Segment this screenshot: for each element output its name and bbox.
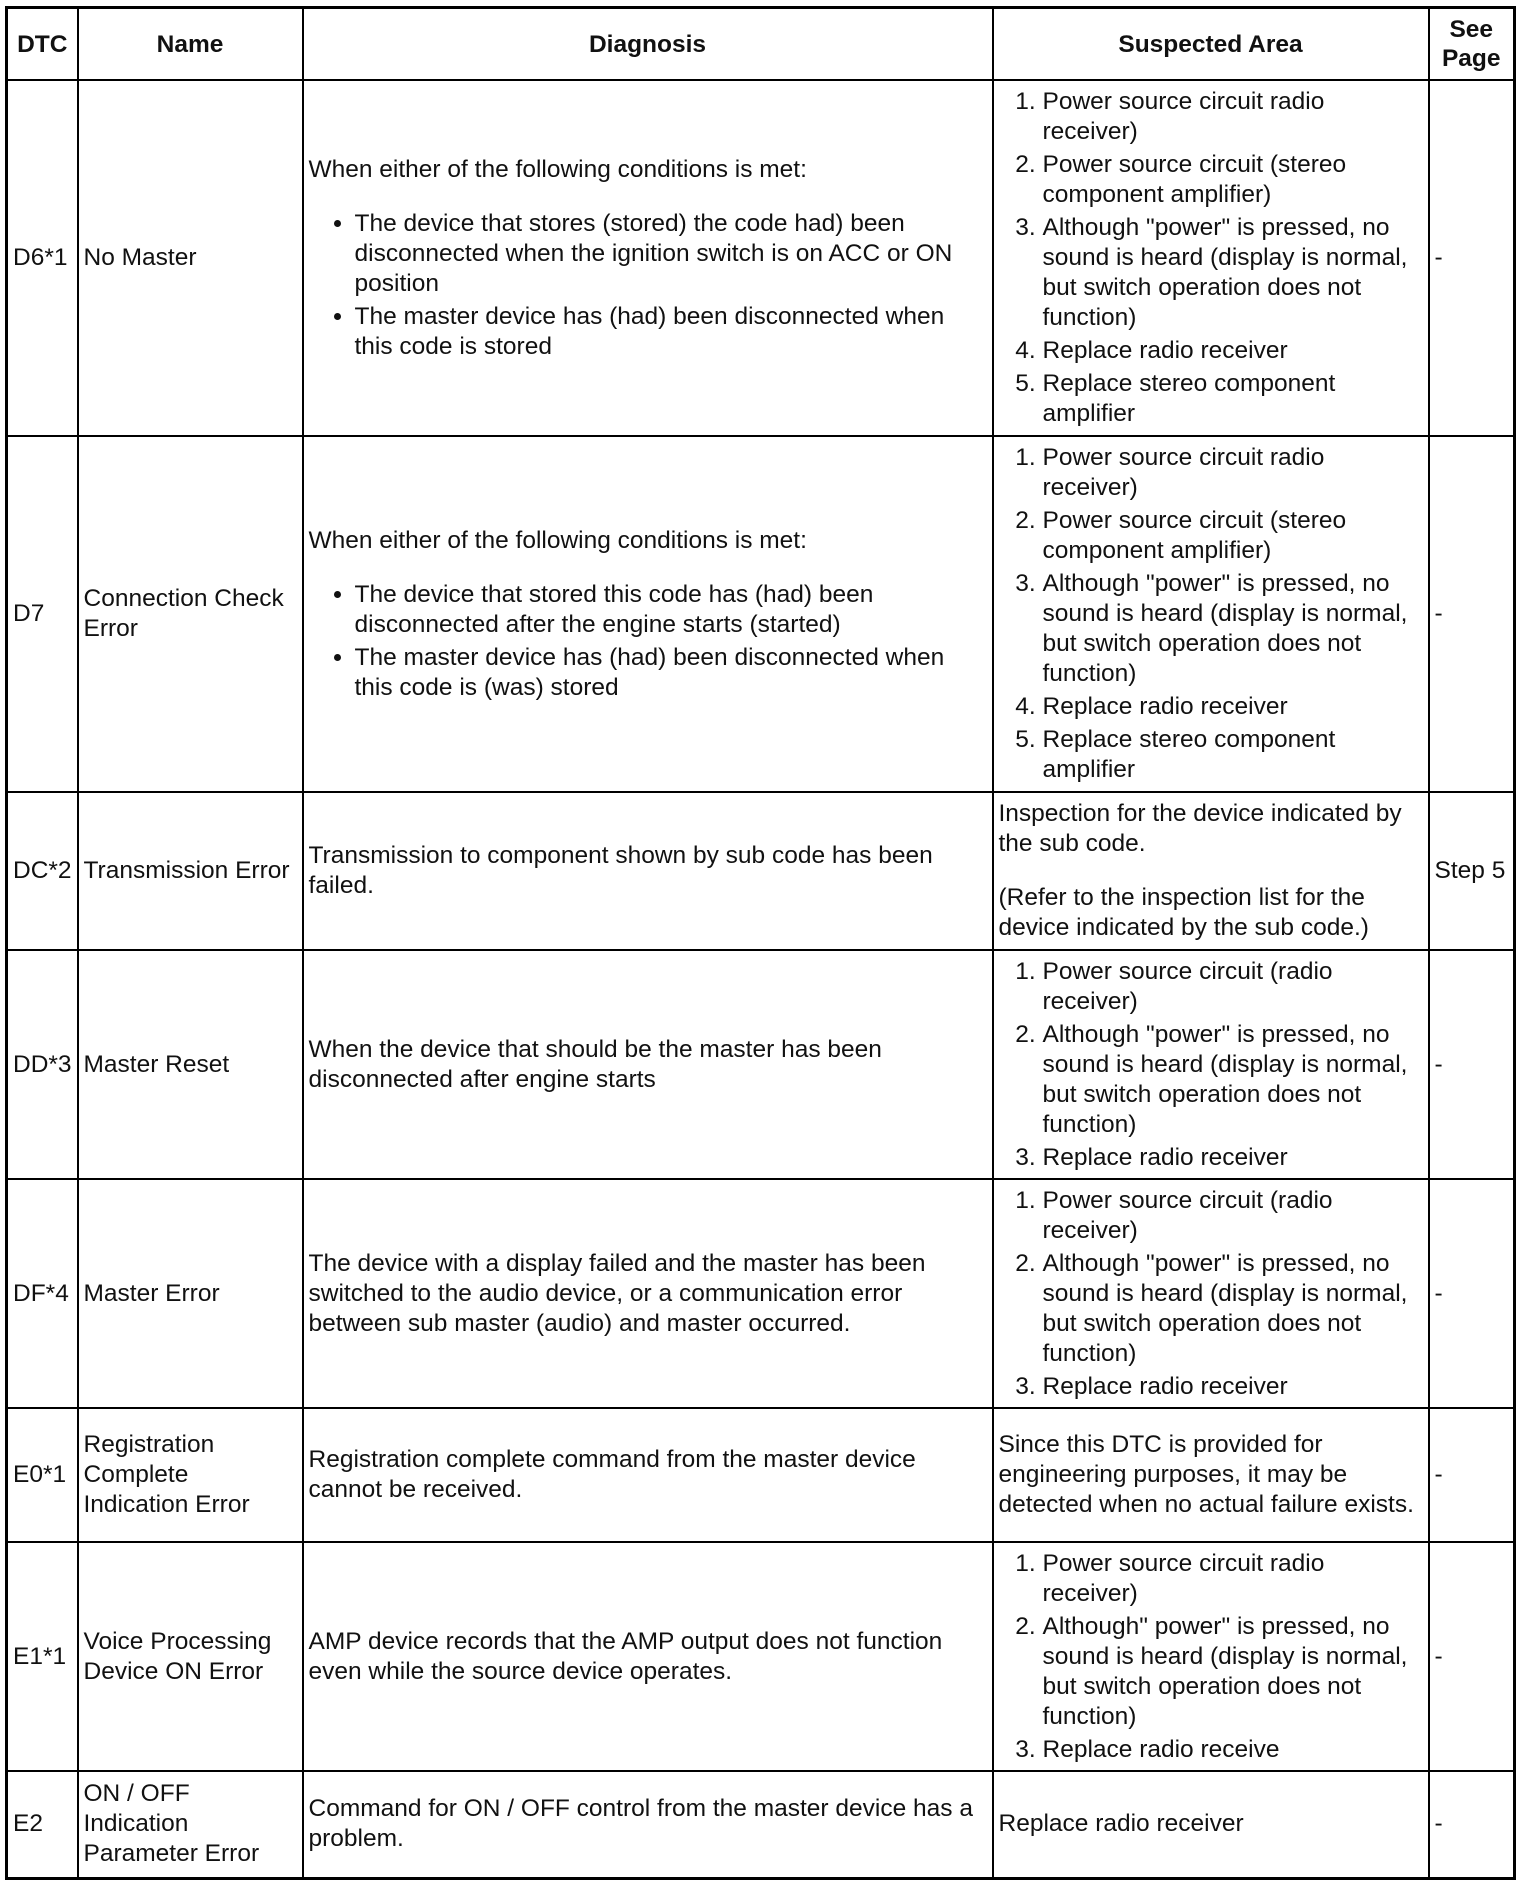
diagnosis-cell bbox=[303, 1179, 993, 1408]
suspected-area-cell bbox=[993, 436, 1429, 792]
suspected-area-item: 1. Power source circuit radio receiver) bbox=[1043, 443, 1423, 503]
suspected-area-text: (Refer to the inspection list for the device indicated by the sub code.) bbox=[998, 884, 1369, 941]
suspected-area-item: 5. Replace stereo component amplifier bbox=[1043, 725, 1423, 785]
suspected-area-text: Since this DTC is provided for engineering purposes, it may be detected when no actual failure exists. bbox=[998, 1431, 1414, 1518]
table-body bbox=[7, 80, 1515, 1878]
dtc-code-cell: E2 bbox=[7, 1771, 78, 1878]
diagnosis-bullet-list bbox=[309, 580, 987, 703]
see-page-cell: - bbox=[1429, 436, 1515, 792]
header-see-page bbox=[1429, 8, 1515, 81]
diagnosis-cell bbox=[303, 1771, 993, 1878]
suspected-area-item: 1. Power source circuit (radio receiver) bbox=[1043, 1186, 1423, 1246]
suspected-area-item: 2. Power source circuit (stereo component amplifier) bbox=[1043, 150, 1423, 210]
dtc-name-cell: Master Error bbox=[78, 1179, 303, 1408]
diagnosis-cell bbox=[303, 792, 993, 950]
suspected-area-item: 3. Replace radio receive bbox=[1043, 1735, 1423, 1765]
dtc-code-cell: DD*3 bbox=[7, 950, 78, 1179]
suspected-area-item: 2. Although "power" is pressed, no sound is heard (display is normal, but switch operation does not function) bbox=[1043, 1249, 1423, 1369]
table-row bbox=[7, 1771, 1515, 1878]
suspected-area-list bbox=[999, 1186, 1423, 1402]
table-row bbox=[7, 80, 1515, 436]
diagnosis-intro: When either of the following conditions is met: bbox=[308, 526, 807, 554]
diagnosis-cell bbox=[303, 1408, 993, 1542]
table-row bbox=[7, 792, 1515, 950]
table-row bbox=[7, 950, 1515, 1179]
suspected-area-list bbox=[999, 957, 1423, 1173]
see-page-cell: - bbox=[1429, 80, 1515, 436]
suspected-area-item: 3. Replace radio receiver bbox=[1043, 1372, 1423, 1402]
dtc-name-cell: No Master bbox=[78, 80, 303, 436]
dtc-code-cell: E1*1 bbox=[7, 1542, 78, 1771]
dtc-name-cell: ON / OFF Indication Parameter Error bbox=[78, 1771, 303, 1878]
header-diagnosis: Diagnosis bbox=[303, 8, 993, 81]
diagnosis-bullet: • The master device has (had) been disconnected when this code is (was) stored bbox=[355, 643, 987, 703]
suspected-area-item: 2. Although "power" is pressed, no sound is heard (display is normal, but switch operation does not function) bbox=[1043, 1020, 1423, 1140]
suspected-area-cell bbox=[993, 1179, 1429, 1408]
suspected-area-item: 4. Replace radio receiver bbox=[1043, 692, 1423, 722]
diagnosis-text: Transmission to component shown by sub code has been failed. bbox=[308, 842, 933, 899]
diagnosis-bullet: • The device that stores (stored) the code had) been disconnected when the ignition switch is on ACC or ON position bbox=[355, 209, 987, 299]
diagnosis-bullet: • The device that stored this code has (had) been disconnected after the engine starts (started) bbox=[355, 580, 987, 640]
see-page-cell: - bbox=[1429, 1408, 1515, 1542]
suspected-area-cell bbox=[993, 792, 1429, 950]
dtc-code-cell: D6*1 bbox=[7, 80, 78, 436]
suspected-area-list bbox=[999, 1549, 1423, 1765]
suspected-area-cell bbox=[993, 80, 1429, 436]
dtc-code-cell: E0*1 bbox=[7, 1408, 78, 1542]
header-see-line2: Page bbox=[1441, 45, 1501, 72]
suspected-area-item: 1. Power source circuit radio receiver) bbox=[1043, 87, 1423, 147]
table-row bbox=[7, 1179, 1515, 1408]
suspected-area-list bbox=[999, 87, 1423, 429]
suspected-area-item: 3. Although "power" is pressed, no sound is heard (display is normal, but switch operation does not function) bbox=[1043, 569, 1423, 689]
dtc-name-cell: Connection Check Error bbox=[78, 436, 303, 792]
suspected-area-item: 3. Replace radio receiver bbox=[1043, 1143, 1423, 1173]
see-page-cell: - bbox=[1429, 950, 1515, 1179]
header-dtc: DTC bbox=[7, 8, 78, 81]
suspected-area-item: 3. Although "power" is pressed, no sound is heard (display is normal, but switch operation does not function) bbox=[1043, 213, 1423, 333]
diagnosis-bullet-list bbox=[309, 209, 987, 362]
diagnosis-cell bbox=[303, 436, 993, 792]
suspected-area-item: 5. Replace stereo component amplifier bbox=[1043, 369, 1423, 429]
dtc-code-cell: D7 bbox=[7, 436, 78, 792]
diagnosis-text: Registration complete command from the master device cannot be received. bbox=[308, 1446, 916, 1503]
header-see-line1: See bbox=[1449, 16, 1494, 43]
suspected-area-cell bbox=[993, 1408, 1429, 1542]
dtc-name-cell: Transmission Error bbox=[78, 792, 303, 950]
suspected-area-item: 1. Power source circuit radio receiver) bbox=[1043, 1549, 1423, 1609]
diagnosis-text: When the device that should be the master has been disconnected after engine starts bbox=[308, 1035, 882, 1093]
table-row bbox=[7, 1542, 1515, 1771]
dtc-code-cell: DF*4 bbox=[7, 1179, 78, 1408]
dtc-name-cell: Master Reset bbox=[78, 950, 303, 1179]
suspected-area-text: Replace radio receiver bbox=[998, 1810, 1244, 1838]
dtc-name-cell: Voice Processing Device ON Error bbox=[78, 1542, 303, 1771]
suspected-area-text: Inspection for the device indicated by the sub code. bbox=[998, 800, 1402, 857]
suspected-area-list bbox=[999, 443, 1423, 785]
suspected-area-item: 1. Power source circuit (radio receiver) bbox=[1043, 957, 1423, 1017]
see-page-cell: - bbox=[1429, 1771, 1515, 1878]
dtc-code-cell: DC*2 bbox=[7, 792, 78, 950]
table-header-row bbox=[7, 8, 1515, 81]
suspected-area-cell bbox=[993, 1771, 1429, 1878]
dtc-name-cell: Registration Complete Indication Error bbox=[78, 1408, 303, 1542]
header-name: Name bbox=[78, 8, 303, 81]
suspected-area-item: 2. Although" power" is pressed, no sound is heard (display is normal, but switch operation does not function) bbox=[1043, 1612, 1423, 1732]
suspected-area-cell bbox=[993, 1542, 1429, 1771]
diagnosis-bullet: • The master device has (had) been disconnected when this code is stored bbox=[355, 302, 987, 362]
suspected-area-cell bbox=[993, 950, 1429, 1179]
table-row bbox=[7, 436, 1515, 792]
see-page-cell: Step 5 bbox=[1429, 792, 1515, 950]
diagnosis-cell bbox=[303, 1542, 993, 1771]
suspected-area-item: 2. Power source circuit (stereo component amplifier) bbox=[1043, 506, 1423, 566]
diagnosis-cell bbox=[303, 950, 993, 1179]
dtc-table bbox=[5, 6, 1516, 1880]
diagnosis-intro: When either of the following conditions is met: bbox=[308, 155, 807, 183]
diagnosis-text: AMP device records that the AMP output does not function even while the source device operates. bbox=[308, 1627, 943, 1685]
diagnosis-text: Command for ON / OFF control from the master device has a problem. bbox=[308, 1795, 973, 1853]
see-page-cell: - bbox=[1429, 1179, 1515, 1408]
diagnosis-cell bbox=[303, 80, 993, 436]
suspected-area-item: 4. Replace radio receiver bbox=[1043, 336, 1423, 366]
document-page bbox=[5, 6, 1513, 1880]
table-row bbox=[7, 1408, 1515, 1542]
see-page-cell: - bbox=[1429, 1542, 1515, 1771]
diagnosis-text: The device with a display failed and the master has been switched to the audio device, or a communication error between sub master (audio) and master occurred. bbox=[308, 1249, 926, 1337]
header-suspected-area: Suspected Area bbox=[993, 8, 1429, 81]
